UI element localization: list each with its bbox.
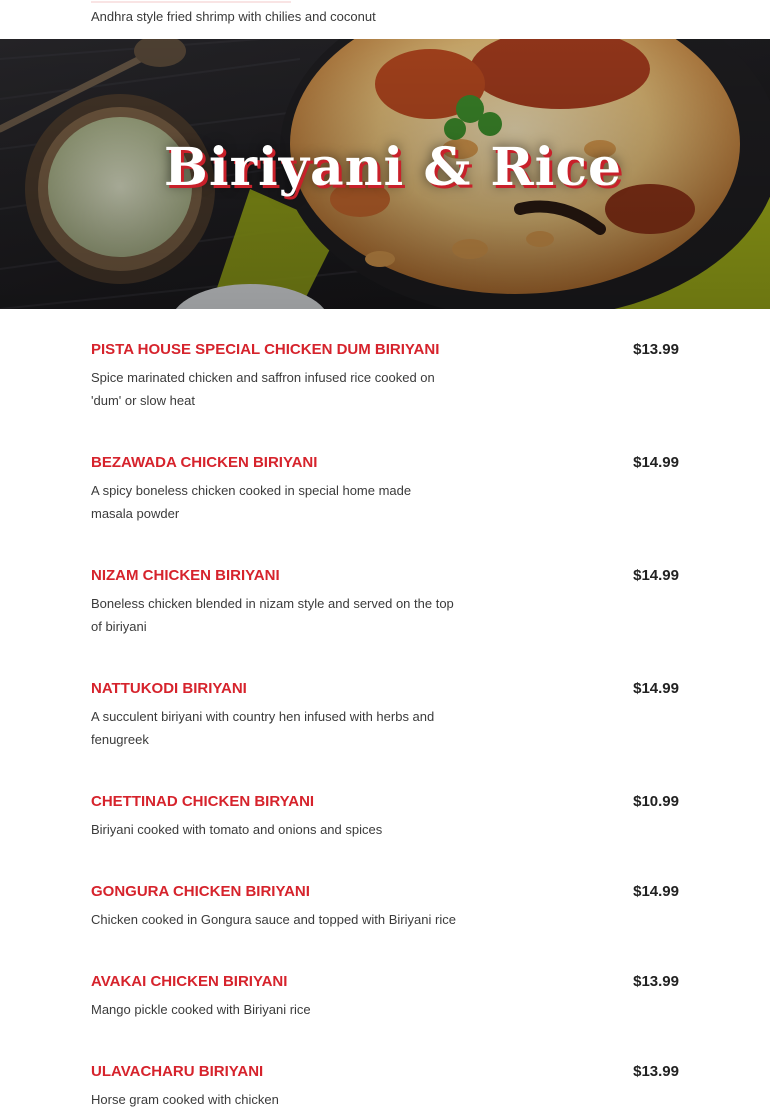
menu-item-name: AVAKAI CHICKEN BIRIYANI <box>91 973 288 990</box>
previous-item-description: Andhra style fried shrimp with chilies and coconut <box>91 9 376 24</box>
menu-item-description: Mango pickle cooked with Biriyani rice <box>91 1002 311 1017</box>
menu-item-price: $13.99 <box>633 1063 679 1080</box>
menu-item-price: $13.99 <box>633 973 679 990</box>
menu-item-description: Spice marinated chicken and saffron infused rice cooked on 'dum' or slow heat <box>91 370 435 408</box>
menu-item-name: NIZAM CHICKEN BIRIYANI <box>91 567 280 584</box>
previous-item <box>0 0 770 39</box>
section-hero-banner <box>0 39 770 309</box>
menu-item-name: PISTA HOUSE SPECIAL CHICKEN DUM BIRIYANI <box>91 341 440 358</box>
menu-item-description: Horse gram cooked with chicken <box>91 1092 279 1107</box>
menu-item-price: $14.99 <box>633 883 679 900</box>
menu-item-price: $10.99 <box>633 793 679 810</box>
menu-item-name: ULAVACHARU BIRIYANI <box>91 1063 264 1080</box>
menu-item-name: BEZAWADA CHICKEN BIRIYANI <box>91 454 318 471</box>
menu-item-description: Biriyani cooked with tomato and onions and spices <box>91 822 383 837</box>
menu-item-description: Chicken cooked in Gongura sauce and topped with Biriyani rice <box>91 912 456 927</box>
menu-item-price: $14.99 <box>633 454 679 471</box>
menu-item-name: GONGURA CHICKEN BIRIYANI <box>91 883 310 900</box>
menu-item-price: $14.99 <box>633 567 679 584</box>
menu-item-description: A spicy boneless chicken cooked in special home made masala powder <box>91 483 412 521</box>
menu-item-name: NATTUKODI BIRIYANI <box>91 680 247 697</box>
previous-item-title-clipped <box>91 0 291 3</box>
menu-item-description: Boneless chicken blended in nizam style and served on the top of biriyani <box>91 596 454 634</box>
menu-item-price: $13.99 <box>633 341 679 358</box>
section-title: Biriyani & Rice <box>163 137 623 198</box>
menu-item-price: $14.99 <box>633 680 679 697</box>
menu-item-name: CHETTINAD CHICKEN BIRYANI <box>91 793 315 810</box>
menu-item-description: A succulent biriyani with country hen infused with herbs and fenugreek <box>91 709 435 747</box>
